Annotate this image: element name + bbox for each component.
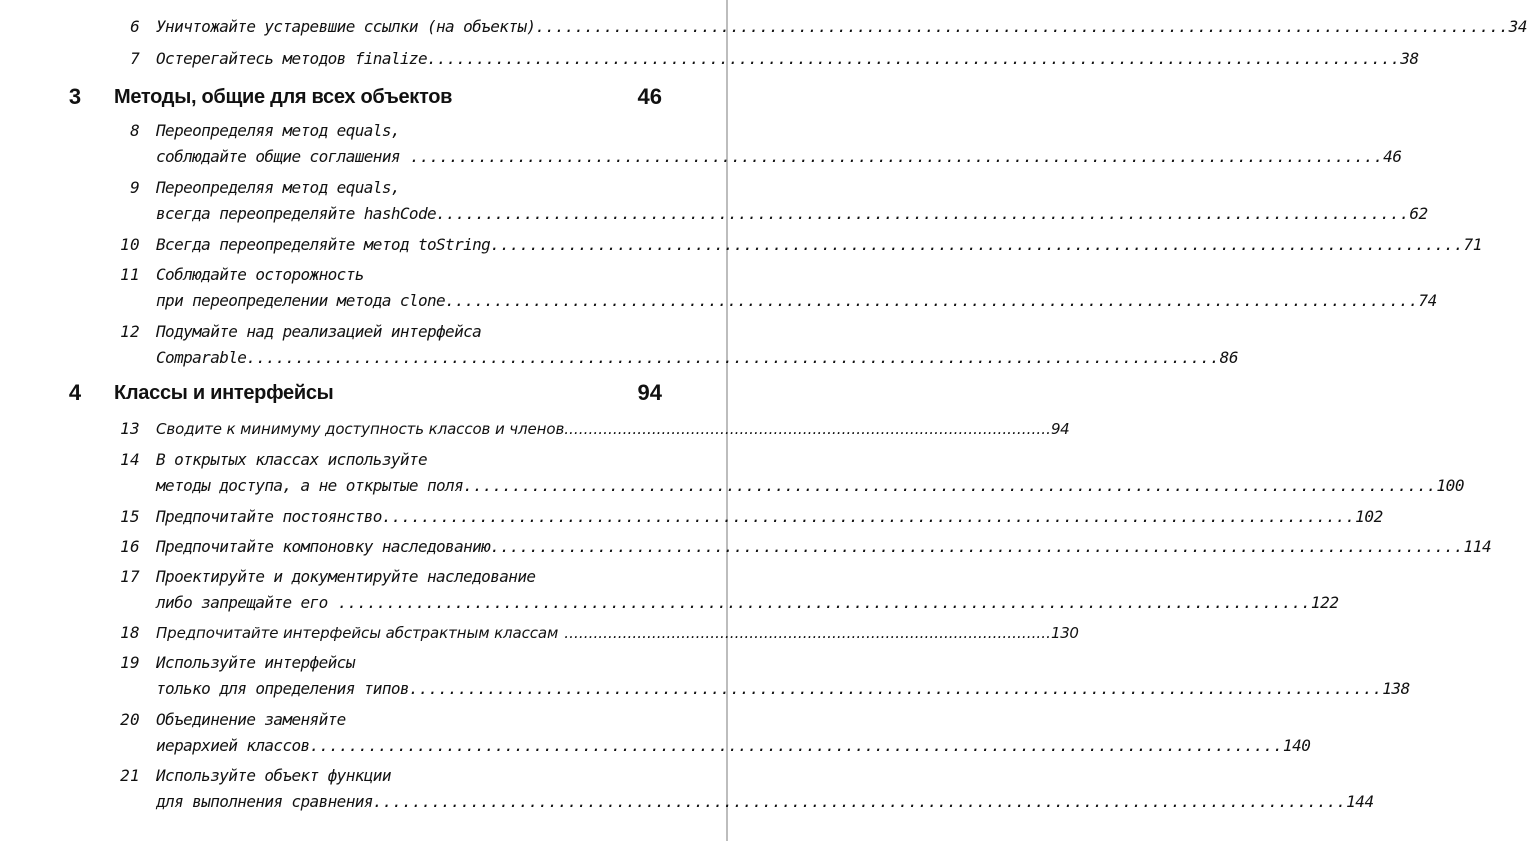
item-title: Остерегайтесь методов finalize — [156, 49, 427, 68]
item-number: 16 — [120, 537, 140, 556]
item-title-part2: методы доступа, а не открытые поля — [156, 476, 464, 495]
item-line-first — [156, 118, 664, 144]
chapter-number: 3 — [68, 84, 82, 109]
item-line — [156, 534, 1492, 560]
item-title-part1: Подумайте над реализацией интерфейса — [156, 322, 482, 341]
dot-leader: .................................................................................................... — [490, 537, 1464, 556]
item-page: 140 — [1282, 736, 1311, 755]
item-title-part1: Переопределяя метод equals, — [156, 121, 400, 140]
dot-leader: .................................................................................................... — [408, 679, 1383, 698]
item-page: 114 — [1463, 537, 1492, 556]
item-line-first — [156, 564, 664, 590]
item-page: 34 — [1508, 17, 1527, 36]
chapter-page: 94 — [637, 380, 662, 405]
dot-leader: .................................................................................................... — [490, 235, 1464, 254]
item-title: Предпочитайте компоновку наследованию — [156, 537, 491, 556]
item-line — [156, 416, 1070, 442]
item-title: Предпочитайте постоянство — [156, 507, 382, 526]
item-title-part1: Используйте объект функции — [156, 766, 391, 785]
dot-leader: .................................................................................................... — [246, 348, 1220, 367]
item-title-part1: В открытых классах используйте — [156, 450, 427, 469]
chapter-page: 46 — [637, 84, 662, 109]
item-line-second — [156, 473, 1465, 499]
dot-leader: .................................................................................................... — [381, 507, 1356, 526]
item-line-first — [156, 175, 664, 201]
dot-leader: .................................................................................................... — [564, 624, 1052, 642]
item-number: 9 — [130, 178, 140, 197]
item-number: 17 — [120, 567, 140, 586]
item-title-part2: всегда переопределяйте hashCode — [156, 204, 437, 223]
item-page: 122 — [1310, 593, 1339, 612]
item-title-part2: Comparable — [156, 348, 247, 367]
item-line-second — [156, 288, 1437, 314]
item-number: 19 — [120, 653, 140, 672]
item-title-part2: либо запрещайте его — [156, 593, 328, 612]
item-line-first — [156, 262, 664, 288]
item-page: 46 — [1383, 147, 1402, 166]
item-title-part2: для выполнения сравнения — [156, 792, 373, 811]
chapter-title: Классы и интерфейсы — [114, 382, 334, 404]
dot-leader: .................................................................................................... — [436, 204, 1410, 223]
item-title-part2: соблюдайте общие соглашения — [156, 147, 400, 166]
item-page: 144 — [1346, 792, 1374, 811]
item-line-second — [156, 345, 1239, 371]
item-line-second — [156, 201, 1428, 227]
item-number: 6 — [130, 17, 140, 36]
item-title-part1: Проектируйте и документируйте наследование — [156, 567, 536, 586]
dot-leader: .................................................................................................... — [337, 593, 1311, 612]
item-line-second — [156, 789, 1374, 815]
item-page: 138 — [1382, 679, 1410, 698]
item-title-part1: Используйте интерфейсы — [156, 653, 355, 672]
item-title: Всегда переопределяйте метод toString — [156, 235, 491, 254]
item-line-first — [156, 319, 664, 345]
item-number: 12 — [120, 322, 140, 341]
item-line-first — [156, 650, 664, 676]
item-line-first — [156, 763, 664, 789]
item-title-part2: при переопределении метода clone — [156, 291, 446, 310]
item-title-part1: Объединение заменяйте — [156, 710, 346, 729]
dot-leader: .................................................................................................... — [564, 420, 1051, 438]
item-line-first — [156, 707, 664, 733]
dot-leader: .................................................................................................... — [309, 736, 1283, 755]
item-line-first — [156, 447, 664, 473]
item-number: 8 — [130, 121, 140, 140]
item-number: 10 — [120, 235, 140, 254]
item-line-second — [156, 590, 1339, 616]
item-line — [156, 46, 1419, 72]
item-line — [156, 232, 1482, 258]
dot-leader: .................................................................................................... — [409, 147, 1384, 166]
item-number: 20 — [120, 710, 140, 729]
item-title-part1: Соблюдайте осторожность — [156, 265, 364, 284]
item-page: 100 — [1436, 476, 1465, 495]
dot-leader: .................................................................................................... — [535, 17, 1509, 36]
item-line-second — [156, 676, 1410, 702]
item-line — [156, 504, 1383, 530]
item-number: 21 — [120, 766, 140, 785]
item-title: Предпочитайте интерфейсы абстрактным классам — [156, 624, 559, 642]
dot-leader: .................................................................................................... — [463, 476, 1437, 495]
item-number: 18 — [120, 623, 140, 642]
item-page: 130 — [1051, 624, 1079, 642]
chapter-number: 4 — [68, 380, 82, 405]
item-page: 86 — [1219, 348, 1239, 367]
item-number: 14 — [120, 450, 140, 469]
dot-leader: .................................................................................................... — [445, 291, 1419, 310]
item-title: Сводите к минимуму доступность классов и членов — [156, 420, 565, 438]
item-line — [156, 14, 1527, 40]
item-number: 11 — [120, 265, 140, 284]
dot-leader: .................................................................................................... — [427, 49, 1401, 68]
item-page: 71 — [1463, 235, 1482, 254]
item-title-part1: Переопределяя метод equals, — [156, 178, 400, 197]
item-number: 13 — [120, 419, 140, 438]
item-page: 74 — [1418, 291, 1437, 310]
item-title: Уничтожайте устаревшие ссылки (на объекты) — [156, 17, 536, 36]
chapter-title: Методы, общие для всех объектов — [114, 86, 453, 108]
item-page: 94 — [1051, 420, 1070, 438]
item-line-second — [156, 733, 1311, 759]
item-number: 15 — [120, 507, 140, 526]
item-page: 62 — [1409, 204, 1428, 223]
item-title-part2: иерархией классов — [156, 736, 310, 755]
item-page: 102 — [1355, 507, 1383, 526]
item-title-part2: только для определения типов — [156, 679, 409, 698]
item-number: 7 — [130, 49, 140, 68]
item-line — [156, 620, 1079, 646]
dot-leader: .................................................................................................... — [372, 792, 1347, 811]
item-line-second — [156, 144, 1402, 170]
item-page: 38 — [1400, 49, 1419, 68]
